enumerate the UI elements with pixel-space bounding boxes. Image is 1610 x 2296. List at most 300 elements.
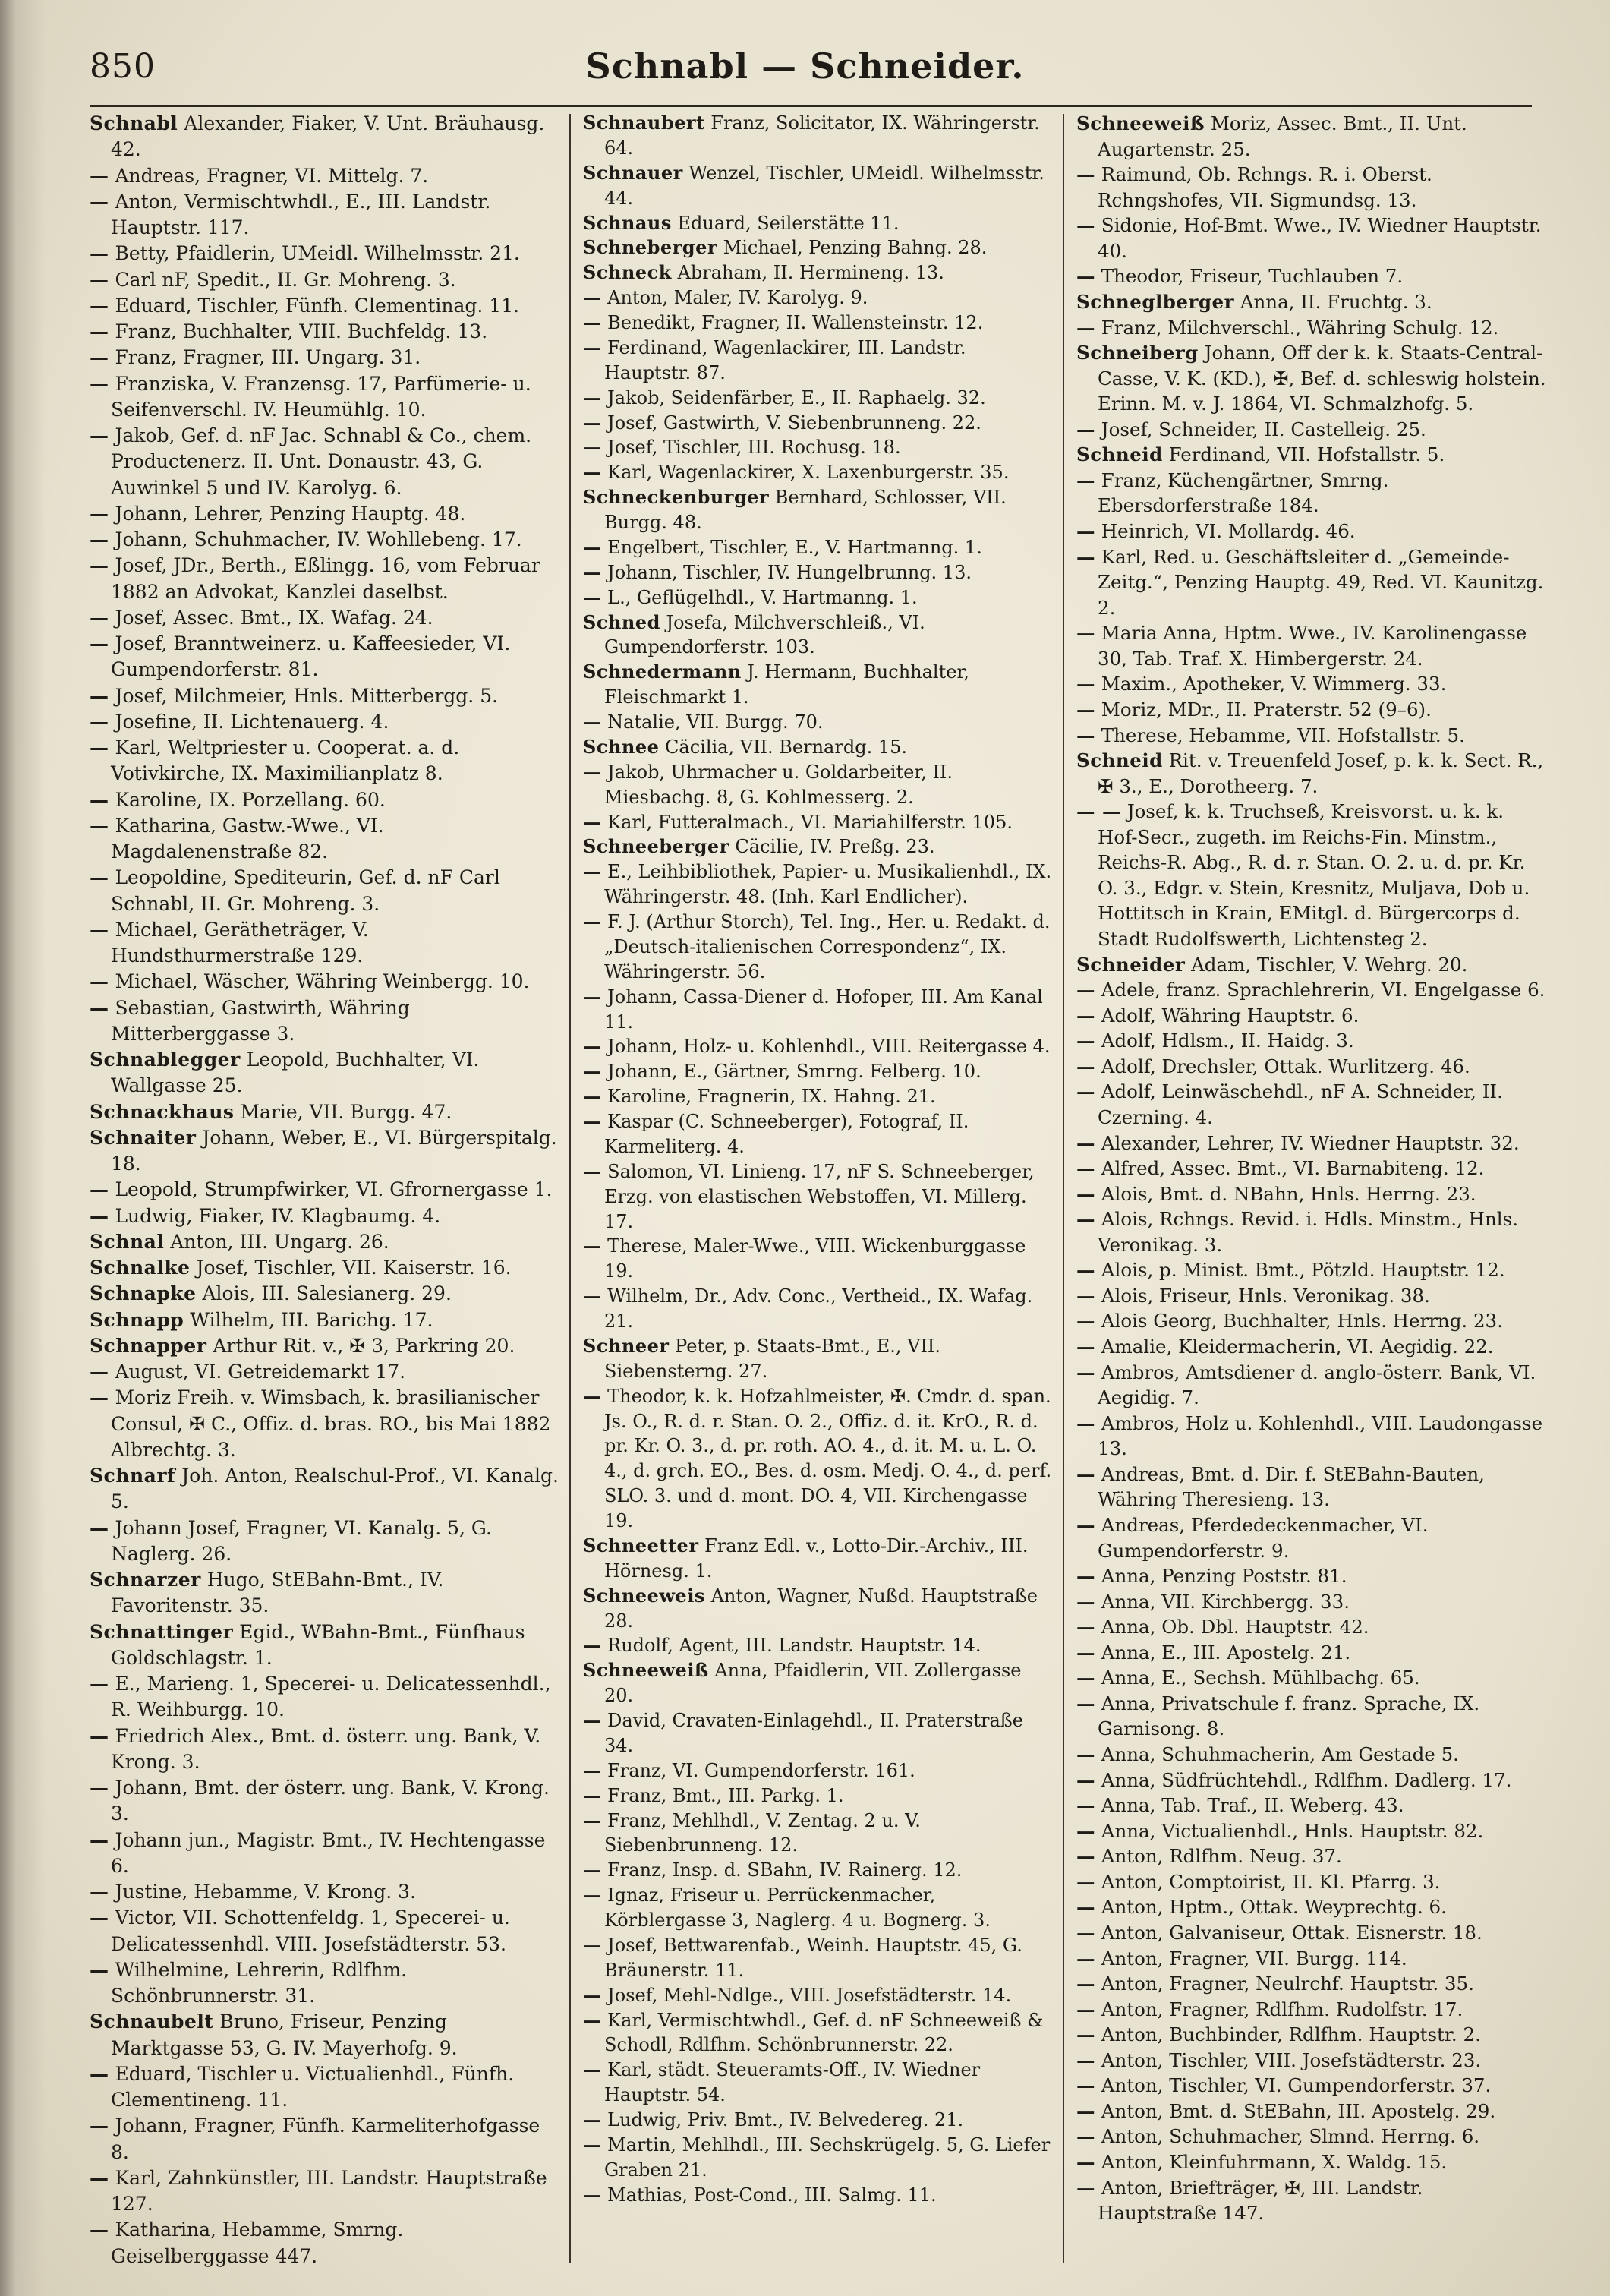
entry-surname: —	[1076, 1055, 1095, 1077]
directory-entry	[583, 161, 1054, 211]
entry-details: Alexander, Fiaker, V. Unt. Bräuhausg. 42.	[111, 112, 545, 161]
entry-surname: —	[583, 810, 602, 833]
page-edge-shadow	[0, 0, 46, 2296]
entry-surname: —	[1076, 265, 1095, 288]
directory-column-2	[583, 111, 1054, 2208]
entry-details: Franz, Fragner, III. Ungarg. 31.	[115, 346, 421, 369]
entry-details: Eduard, Tischler, Fünfh. Clementinag. 11.	[115, 294, 520, 317]
entry-details: Anna, Penzing Poststr. 81.	[1101, 1565, 1347, 1588]
entry-surname: Schneeweiß	[583, 1659, 709, 1682]
entry-surname: —	[583, 1784, 602, 1806]
directory-entry	[90, 163, 560, 189]
directory-entry	[90, 371, 560, 424]
directory-entry	[1076, 213, 1547, 263]
entry-surname: Schnauer	[583, 161, 683, 184]
entry-surname: —	[90, 424, 109, 446]
directory-entry	[1076, 1997, 1547, 2023]
entry-surname: —	[583, 1110, 602, 1132]
directory-entry	[1076, 723, 1547, 749]
directory-entry	[583, 1059, 1054, 1084]
entry-details: Josef, Schneider, II. Castelleig. 25.	[1101, 418, 1426, 440]
entry-details: F. J. (Arthur Storch), Tel. Ing., Her. u. Redakt. d. „Deutsch-italienischen Correspondenz“, IX. Währingerstr. 56.	[604, 911, 1051, 982]
directory-entry	[90, 1229, 560, 1255]
entry-surname: Schnapper	[90, 1334, 207, 1357]
entry-surname: Schnee	[583, 735, 660, 758]
entry-surname: —	[583, 1235, 602, 1257]
entry-details: Michael, Penzing Bahng. 28.	[723, 237, 988, 259]
entry-details: Karoline, IX. Porzellang. 60.	[115, 788, 386, 811]
entry-details: Michael, Gerätheträger, V. Hundsthurmerstraße 129.	[111, 918, 369, 967]
entry-details: Anton, Rdlfhm. Neug. 37.	[1101, 1845, 1342, 1868]
entry-details: Peter, p. Staats-Bmt., E., VII. Siebensterng. 27.	[604, 1335, 941, 1382]
directory-entry	[1076, 1742, 1547, 1768]
directory-entry	[90, 1879, 560, 1905]
entry-details: Michael, Wäscher, Währing Weinbergg. 10.	[115, 970, 530, 993]
directory-entry	[1076, 1028, 1547, 1054]
directory-entry	[583, 260, 1054, 285]
entry-surname: Schneck	[583, 261, 672, 284]
entry-surname: —	[1076, 1565, 1095, 1588]
entry-surname: —	[583, 311, 602, 333]
entry-details: Katharina, Gastw.-Wwe., VI. Magdalenenstraße 82.	[111, 814, 384, 863]
entry-surname: Schneid	[1076, 443, 1163, 466]
entry-surname: —	[1076, 316, 1095, 339]
entry-surname: —	[90, 1178, 109, 1201]
directory-entry	[1076, 1054, 1547, 1080]
entry-details: Andreas, Bmt. d. Dir. f. StEBahn-Bauten, Währing Theresieng. 13.	[1098, 1462, 1485, 1511]
entry-details: Franz, Buchhalter, VIII. Buchfeldg. 13.	[115, 320, 488, 342]
entry-details: Anton, Buchbinder, Rdlfhm. Hauptstr. 2.	[1101, 2023, 1481, 2046]
entry-details: Josef, Branntweinerz. u. Kaffeesieder, VI. Gumpendorferstr. 81.	[111, 632, 511, 681]
directory-entry	[90, 1125, 560, 1178]
directory-entry	[583, 1809, 1054, 1859]
directory-entry	[583, 460, 1054, 485]
entry-surname: —	[90, 268, 109, 291]
entry-surname: —	[90, 502, 109, 525]
entry-details: Karoline, Fragnerin, IX. Hahng. 21.	[607, 1086, 936, 1108]
entry-surname: —	[90, 1828, 109, 1851]
entry-details: Josef, Tischler, VII. Kaiserstr. 16.	[196, 1257, 512, 1279]
entry-details: Rit. v. Treuenfeld Josef, p. k. k. Sect. R., ✠ 3., E., Dorotheerg. 7.	[1098, 749, 1544, 797]
entry-details: Anna, E., Sechsh. Mühlbachg. 65.	[1101, 1667, 1420, 1689]
entry-details: Josef, k. k. Truchseß, Kreisvorst. u. k. k. Hof-Secr., zugeth. im Reichs-Fin. Minstm., Reichs-R. Abg., R. d. r. Stan. O. 2. u. d. pr. Kr. O. 3., Edgr. v. Stein, Kresnitz, Muljava, Dob u. Hottitsch in Krain, EMitgl. d. Bürgercorps d. Stadt Rudolfswerth, Lichtensteg 2.	[1098, 800, 1530, 950]
directory-entry	[583, 735, 1054, 760]
directory-entry	[1076, 2124, 1547, 2149]
entry-surname: —	[1076, 1692, 1095, 1714]
entry-surname: —	[1076, 1030, 1095, 1052]
directory-entry	[90, 553, 560, 605]
entry-details: Andreas, Pferdedeckenmacher, VI. Gumpendorferstr. 9.	[1098, 1513, 1429, 1562]
directory-entry	[90, 267, 560, 293]
entry-details: Alfred, Assec. Bmt., VI. Barnabiteng. 12.	[1101, 1157, 1485, 1180]
directory-entry	[90, 709, 560, 735]
directory-entry	[1076, 340, 1547, 417]
header-rule	[90, 105, 1532, 107]
entry-surname: — —	[1076, 800, 1122, 823]
entry-surname: —	[1076, 2074, 1095, 2097]
entry-details: Therese, Hebamme, VII. Hofstallstr. 5.	[1101, 724, 1465, 746]
directory-entry	[90, 293, 560, 319]
entry-details: Anna, Victualienhdl., Hnls. Hauptstr. 82.	[1101, 1819, 1484, 1842]
entry-surname: Schneckenburger	[583, 486, 770, 509]
directory-entry	[90, 2165, 560, 2218]
entry-details: Josef, Gastwirth, V. Siebenbrunneng. 22.	[607, 412, 981, 434]
entry-surname: Schnalke	[90, 1257, 191, 1279]
entry-surname: —	[90, 1906, 109, 1929]
directory-entry	[1076, 748, 1547, 799]
directory-entry	[1076, 263, 1547, 289]
entry-details: Marie, VII. Burgg. 47.	[240, 1100, 452, 1123]
entry-surname: —	[1076, 673, 1095, 695]
entry-surname: Schneglberger	[1076, 290, 1235, 313]
directory-entry	[90, 1281, 560, 1307]
entry-surname: Schnablegger	[90, 1049, 241, 1071]
entry-surname: —	[1076, 1284, 1095, 1307]
entry-surname: Schned	[583, 610, 660, 633]
entry-surname: —	[583, 1933, 602, 1956]
entry-details: Ambros, Amtsdiener d. anglo-österr. Bank, VI. Aegidig. 7.	[1098, 1361, 1536, 1409]
directory-entry	[1076, 2099, 1547, 2124]
directory-entry	[1076, 1512, 1547, 1563]
entry-surname: —	[583, 2058, 602, 2081]
directory-entry	[1076, 1156, 1547, 1181]
entry-surname: —	[90, 1516, 109, 1539]
entry-surname: —	[1076, 2099, 1095, 2122]
directory-entry	[1076, 1283, 1547, 1309]
entry-details: Karl, Vermischtwhdl., Gef. d. nF Schneeweiß & Schodl, Rdlfhm. Schönbrunnerstr. 22.	[604, 2009, 1044, 2056]
directory-entry	[583, 1084, 1054, 1109]
entry-surname: —	[90, 1777, 109, 1799]
entry-details: Leopoldine, Spediteurin, Gef. d. nF Carl Schnabl, II. Gr. Mohreng. 3.	[111, 866, 500, 915]
directory-entry	[583, 1633, 1054, 1658]
entry-surname: —	[1076, 1590, 1095, 1613]
entry-surname: —	[1076, 520, 1095, 542]
entry-details: Engelbert, Tischler, E., V. Hartmanng. 1.	[607, 536, 982, 558]
directory-entry	[1076, 1563, 1547, 1589]
entry-details: Martin, Mehlhdl., III. Sechskrügelg. 5, G. Liefer Graben 21.	[604, 2134, 1051, 2181]
entry-surname: —	[583, 585, 602, 608]
entry-details: Alois, III. Salesianerg. 29.	[202, 1282, 452, 1305]
directory-entry	[90, 917, 560, 970]
entry-details: Alois Georg, Buchhalter, Hnls. Herrng. 23.	[1101, 1310, 1503, 1332]
entry-details: Ignaz, Friseur u. Perrückenmacher, Körblergasse 3, Naglerg. 4 u. Bognerg. 3.	[604, 1884, 991, 1931]
entry-details: Karl, Zahnkünstler, III. Landstr. Hauptstraße 127.	[111, 2166, 547, 2215]
entry-details: Johann, Tischler, IV. Hungelbrunng. 13.	[607, 561, 972, 583]
entry-details: Johann Josef, Fragner, VI. Kanalg. 5, G. Naglerg. 26.	[111, 1516, 492, 1565]
entry-details: Anton, Wagner, Nußd. Hauptstraße 28.	[604, 1585, 1038, 1632]
entry-surname: —	[583, 411, 602, 434]
entry-details: Anton, Tischler, VI. Gumpendorferstr. 37.	[1101, 2074, 1492, 2097]
directory-entry	[90, 1099, 560, 1125]
directory-entry	[1076, 1691, 1547, 1742]
entry-details: Anton, Galvaniseur, Ottak. Eisnerstr. 18.	[1101, 1921, 1482, 1944]
directory-entry	[1076, 1818, 1547, 1844]
entry-details: Salomon, VI. Linieng. 17, nF S. Schneeberger, Erzg. von elastischen Webstoffen, VI. Millerg. 17.	[604, 1160, 1035, 1232]
directory-entry	[1076, 1003, 1547, 1029]
directory-entry	[90, 1385, 560, 1463]
directory-entry	[583, 1784, 1054, 1809]
directory-entry	[90, 189, 560, 241]
entry-details: Johann, Bmt. der österr. ung. Bank, V. Krong. 3.	[111, 1777, 550, 1825]
entry-details: Ferdinand, VII. Hofstallstr. 5.	[1168, 443, 1445, 466]
entry-details: Natalie, VII. Burgg. 70.	[607, 711, 824, 733]
entry-details: Alois, Friseur, Hnls. Veronikag. 38.	[1101, 1284, 1430, 1307]
directory-entry	[90, 1515, 560, 1568]
entry-surname: —	[583, 2008, 602, 2031]
entry-details: Theodor, k. k. Hofzahlmeister, ✠. Cmdr. d. span. Js. O., R. d. r. Stan. O. 2., Offiz. d. it. KrO., R. d. pr. Kr. O. 3., d. pr. roth. AO. 4., d. it. M. u. L. O. 4., d. grch. EO., Bes. d. osm. Medj. O. 4., d. perf. SLO. 3. und d. mont. DO. 4, VII. Kirchengasse 19.	[604, 1385, 1052, 1531]
entry-surname: —	[1076, 1870, 1095, 1893]
directory-entry	[583, 2008, 1054, 2058]
entry-surname: Schnal	[90, 1230, 165, 1253]
entry-details: Alois, Bmt. d. NBahn, Hnls. Herrng. 23.	[1101, 1182, 1476, 1205]
entry-details: Anna, Schuhmacherin, Am Gestade 5.	[1101, 1743, 1459, 1765]
entry-details: Jakob, Uhrmacher u. Goldarbeiter, II. Miesbachg. 8, G. Kohlmesserg. 2.	[604, 761, 953, 808]
entry-details: Anna, Südfrüchtehdl., Rdlfhm. Dadlerg. 17.	[1101, 1768, 1512, 1791]
directory-entry	[583, 386, 1054, 411]
entry-surname: Schnarzer	[90, 1569, 201, 1591]
entry-surname: —	[1076, 468, 1095, 491]
entry-details: Josef, JDr., Berth., Eßlingg. 16, vom Februar 1882 an Advokat, Kanzlei daselbst.	[111, 554, 540, 603]
entry-surname: —	[90, 918, 109, 941]
entry-details: Johann, Fragner, Fünfh. Karmeliterhofgasse 8.	[111, 2115, 540, 2163]
entry-surname: —	[1076, 1667, 1095, 1689]
entry-details: Franziska, V. Franzensg. 17, Parfümerie- u. Seifenverschl. IV. Heumühlg. 10.	[111, 372, 531, 421]
entry-details: Franz, Küchengärtner, Smrng. Ebersdorferstraße 184.	[1098, 468, 1389, 517]
entry-details: Karl, Futteralmach., VI. Mariahilferstr. 105.	[607, 811, 1013, 833]
entry-details: Maria Anna, Hptm. Wwe., IV. Karolinengasse 30, Tab. Traf. X. Himbergerstr. 24.	[1098, 622, 1527, 670]
directory-entry	[583, 810, 1054, 835]
entry-details: Amalie, Kleidermacherin, VI. Aegidig. 22.	[1101, 1336, 1494, 1358]
directory-entry	[1076, 799, 1547, 951]
entry-details: Moriz, Assec. Bmt., II. Unt. Augartenstr. 25.	[1098, 112, 1467, 160]
directory-entry	[1076, 417, 1547, 443]
entry-surname: —	[1076, 1641, 1095, 1664]
entry-details: Adolf, Währing Hauptstr. 6.	[1101, 1004, 1360, 1027]
entry-details: Ludwig, Fiaker, IV. Klagbaumg. 4.	[115, 1204, 441, 1227]
entry-details: August, VI. Getreidemarkt 17.	[115, 1361, 406, 1383]
entry-surname: —	[1076, 1973, 1095, 1995]
entry-surname: Schneeberger	[583, 835, 729, 858]
entry-surname: —	[1076, 214, 1095, 237]
directory-entry	[583, 710, 1054, 735]
entry-surname: —	[1076, 1743, 1095, 1765]
entry-surname: —	[583, 1709, 602, 1731]
entry-surname: —	[1076, 1310, 1095, 1332]
directory-entry	[1076, 1971, 1547, 1997]
directory-entry	[583, 1708, 1054, 1758]
directory-entry	[90, 1255, 560, 1281]
directory-entry	[90, 1333, 560, 1359]
entry-details: Karl, Red. u. Geschäftsleiter d. „Gemeinde-Zeitg.“, Penzing Hauptg. 49, Red. VI. Kaunitzg. 2.	[1098, 545, 1544, 619]
page-number: 850	[90, 47, 156, 86]
directory-entry	[583, 211, 1054, 236]
entry-surname: Schnedermann	[583, 661, 742, 683]
entry-surname: —	[1076, 1794, 1095, 1817]
entry-details: Leopold, Buchhalter, VI. Wallgasse 25.	[111, 1049, 480, 1097]
entry-surname: —	[1076, 1768, 1095, 1791]
entry-details: Abraham, II. Hermineng. 13.	[677, 262, 944, 284]
directory-entry	[583, 235, 1054, 260]
directory-entry	[583, 760, 1054, 810]
entry-details: Josef, Assec. Bmt., IX. Wafag. 24.	[115, 606, 433, 629]
directory-entry	[1076, 442, 1547, 468]
directory-entry	[1076, 952, 1547, 978]
entry-details: Johann, Off der k. k. Staats-Central-Casse, V. K. (KD.), ✠, Bef. d. schleswig holstein. Erinn. M. v. J. 1864, VI. Schmalzhofg. 5.	[1098, 342, 1546, 415]
entry-details: Johann, E., Gärtner, Smrng. Felberg. 10.	[607, 1061, 981, 1083]
directory-entry	[90, 1307, 560, 1333]
entry-details: Anton, Fragner, Rdlfhm. Rudolfstr. 17.	[1101, 1998, 1463, 2020]
entry-surname: —	[90, 1881, 109, 1903]
entry-surname: —	[583, 1060, 602, 1083]
entry-details: Anton, Hptm., Ottak. Weyprechtg. 6.	[1101, 1896, 1447, 1919]
entry-details: Victor, VII. Schottenfeldg. 1, Specerei- u. Delicatessenhdl. VIII. Josefstädterstr. 53.	[111, 1906, 510, 1955]
directory-entry	[583, 660, 1054, 710]
entry-details: E., Leihbibliothek, Papier- u. Musikalienhdl., IX. Währingerstr. 48. (Inh. Karl Endlicher).	[604, 861, 1052, 908]
directory-entry	[90, 1905, 560, 1957]
directory-entry	[90, 969, 560, 995]
directory-entry	[1076, 111, 1547, 162]
directory-entry	[1076, 1181, 1547, 1207]
entry-surname: Schneetter	[583, 1534, 699, 1556]
entry-surname: Schneider	[1076, 953, 1186, 976]
entry-details: Rudolf, Agent, III. Landstr. Hauptstr. 14.	[607, 1635, 981, 1657]
entry-surname: Schneiberg	[1076, 342, 1199, 364]
entry-surname: Schneid	[1076, 749, 1163, 772]
entry-surname: —	[1076, 1336, 1095, 1358]
entry-surname: —	[583, 1884, 602, 1906]
directory-entry	[583, 985, 1054, 1035]
directory-entry	[90, 2217, 560, 2269]
entry-surname: —	[90, 2219, 109, 2241]
entry-details: Adam, Tischler, V. Wehrg. 20.	[1191, 953, 1468, 976]
entry-surname: —	[583, 461, 602, 484]
entry-surname: —	[583, 286, 602, 309]
directory-entry	[1076, 1462, 1547, 1512]
entry-surname: —	[1076, 2048, 1095, 2071]
entry-surname: —	[90, 528, 109, 550]
entry-details: Heinrich, VI. Mollardg. 46.	[1101, 520, 1356, 542]
directory-entry	[1076, 1131, 1547, 1156]
entry-details: Ludwig, Priv. Bmt., IV. Belvedereg. 21.	[607, 2109, 964, 2130]
directory-entry	[1076, 2175, 1547, 2226]
entry-surname: —	[583, 711, 602, 733]
entry-details: L., Geflügelhdl., V. Hartmanng. 1.	[607, 586, 918, 608]
directory-entry	[583, 1334, 1054, 1384]
directory-entry	[583, 1933, 1054, 1983]
directory-entry	[1076, 620, 1547, 671]
entry-details: Wenzel, Tischler, UMeidl. Wilhelmsstr. 44.	[604, 162, 1044, 209]
entry-surname: —	[583, 1758, 602, 1781]
entry-surname: —	[1076, 418, 1095, 440]
entry-details: Kaspar (C. Schneeberger), Fotograf, II. Karmeliterg. 4.	[604, 1111, 969, 1157]
directory-entry	[583, 1284, 1054, 1334]
entry-surname: —	[1076, 698, 1095, 721]
directory-entry	[90, 2061, 560, 2114]
entry-details: Johann, Cassa-Diener d. Hofoper, III. Am Kanal 11.	[604, 986, 1043, 1033]
entry-surname: —	[1076, 1819, 1095, 1842]
entry-details: Wilhelmine, Lehrerin, Rdlfhm. Schönbrunnerstr. 31.	[111, 1958, 408, 2007]
entry-details: Wilhelm, III. Barichg. 17.	[190, 1308, 433, 1331]
entry-details: Alois, p. Minist. Bmt., Pötzld. Hauptstr. 12.	[1101, 1259, 1505, 1282]
entry-surname: —	[90, 1386, 109, 1409]
entry-details: Justine, Hebamme, V. Krong. 3.	[115, 1881, 416, 1903]
column-divider	[1063, 114, 1064, 2263]
entry-surname: —	[583, 860, 602, 883]
entry-surname: —	[1076, 1947, 1095, 1970]
directory-entry	[583, 560, 1054, 585]
entry-details: Theodor, Friseur, Tuchlauben 7.	[1101, 265, 1404, 288]
entry-details: Josefa, Milchverschleiß., VI. Gumpendorferstr. 103.	[604, 611, 925, 658]
entry-details: Franz, Mehlhdl., V. Zentag. 2 u. V. Siebenbrunneng. 12.	[604, 1809, 921, 1856]
entry-details: Betty, Pfaidlerin, UMeidl. Wilhelmsstr. 21.	[115, 242, 520, 265]
directory-entry	[583, 311, 1054, 336]
directory-entry	[583, 1983, 1054, 2008]
directory-entry	[1076, 544, 1547, 621]
entry-details: Anton, Comptoirist, II. Kl. Pfarrg. 3.	[1101, 1870, 1441, 1893]
entry-details: Anton, Kleinfuhrmann, X. Waldg. 15.	[1101, 2151, 1448, 2173]
directory-entry	[1076, 1665, 1547, 1691]
entry-surname: —	[90, 1361, 109, 1383]
entry-details: Joh. Anton, Realschul-Prof., VI. Kanalg. 5.	[111, 1465, 559, 1513]
directory-entry	[1076, 1614, 1547, 1640]
entry-details: Anton, Vermischtwhdl., E., III. Landstr. Hauptstr. 117.	[111, 190, 491, 238]
entry-details: Adolf, Leinwäschehdl., nF A. Schneider, II. Czerning. 4.	[1098, 1080, 1503, 1128]
directory-entry	[1076, 671, 1547, 697]
entry-details: Friedrich Alex., Bmt. d. österr. ung. Bank, V. Krong. 3.	[111, 1724, 541, 1773]
entry-surname: —	[1076, 979, 1095, 1001]
entry-details: Therese, Maler-Wwe., VIII. Wickenburggasse 19.	[604, 1235, 1026, 1282]
entry-surname: —	[1076, 2125, 1095, 2148]
entry-surname: —	[1076, 1616, 1095, 1638]
entry-surname: —	[1076, 1157, 1095, 1180]
entry-details: Adolf, Hdlsm., II. Haidg. 3.	[1101, 1030, 1354, 1052]
directory-entry	[1076, 1768, 1547, 1793]
entry-details: Anton, Bmt. d. StEBahn, III. Apostelg. 29.	[1101, 2099, 1496, 2122]
directory-entry	[90, 683, 560, 709]
entry-surname: —	[90, 736, 109, 758]
entry-surname: —	[583, 1085, 602, 1108]
column-divider	[569, 114, 571, 2263]
directory-entry	[583, 2058, 1054, 2108]
entry-details: Benedikt, Fragner, II. Wallensteinstr. 12.	[607, 312, 984, 333]
directory-entry	[1076, 2149, 1547, 2175]
entry-surname: Schnabl	[90, 112, 178, 134]
entry-surname: —	[90, 788, 109, 811]
running-head: Schnabl — Schneider.	[585, 46, 1025, 87]
directory-entry	[1076, 1411, 1547, 1462]
entry-surname: —	[90, 2115, 109, 2137]
entry-details: Eduard, Seilerstätte 11.	[677, 212, 900, 234]
entry-details: Alois, Rchngs. Revid. i. Hdls. Minstm., Hnls. Veronikag. 3.	[1098, 1208, 1519, 1256]
entry-surname: Schneeweiß	[1076, 112, 1205, 134]
directory-entry	[90, 345, 560, 371]
directory-entry	[583, 1883, 1054, 1933]
entry-surname: —	[90, 632, 109, 654]
entry-surname: —	[1076, 1259, 1095, 1282]
entry-details: Anna, E., III. Apostelg. 21.	[1101, 1641, 1351, 1664]
directory-entry	[90, 1724, 560, 1776]
entry-surname: —	[90, 2166, 109, 2189]
directory-entry	[1076, 2048, 1547, 2074]
directory-entry	[1076, 289, 1547, 315]
entry-surname: —	[90, 164, 109, 187]
entry-details: Sidonie, Hof-Bmt. Wwe., IV. Wiedner Hauptstr. 40.	[1098, 214, 1542, 262]
entry-details: Leopold, Strumpfwirker, VI. Gfrornergasse 1.	[115, 1178, 553, 1201]
entry-surname: —	[90, 1673, 109, 1695]
entry-details: Anton, Briefträger, ✠, III. Landstr. Hauptstraße 147.	[1098, 2176, 1423, 2225]
entry-surname: Schneer	[583, 1334, 670, 1357]
directory-entry	[583, 1109, 1054, 1159]
